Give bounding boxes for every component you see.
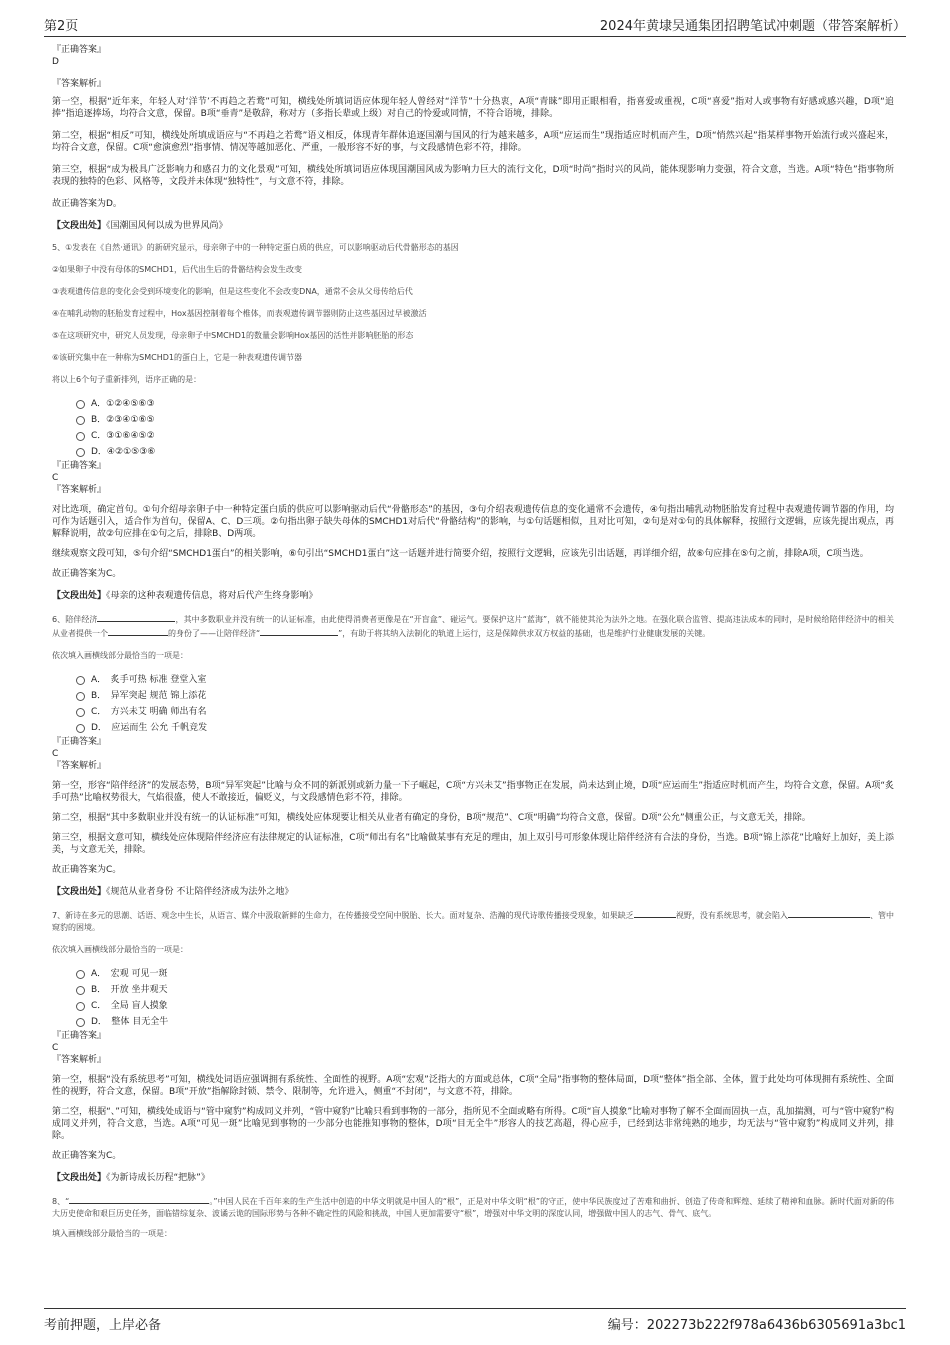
analysis-paragraph: 第一空，根据“近年来，年轻人对‘洋节’不再趋之若鹜”可知，横线处所填词语应体现年轻人曾经对“洋节”十分热衷，A项“青睐”即用正眼相看，指喜爱或重视，C项“喜爱”指对人或事物有好感或感兴趣，D项“追捧”指追逐捧场，均符合文意，保留。B项“垂青”是敬辞，称对方（多指长辈或上级）对自己的怜爱或同情，不符合语境，排除。 (52, 97, 894, 119)
answer-value: C (52, 473, 59, 483)
question-stem: 7、新诗在多元的思潮、话语、观念中生长，从语言、媒介中汲取新鲜的生命力，在传播接受空间中脱胎、长大。面对复杂、浩瀚的现代诗歌传播接受现象，如果缺乏 视野，没有系统思考，就会陷入 、管中窥豹的困境。 (52, 908, 894, 934)
page-number: 第2页 (44, 19, 79, 34)
analysis-label: 『答案解析』 (52, 1055, 107, 1065)
analysis-paragraph: 第一空，形容“陪伴经济”的发展态势，B项“异军突起”比喻与众不同的新派别或新力量一下子崛起，C项“方兴未艾”指事物正在发展，尚未达到止境，D项“应运而生”指适应时机而产生，均符合文意，保留。A项“炙手可热”比喻权势很大，气焰很盛，使人不敢接近，偏贬义，与文段感情色彩不符，排除。 (52, 781, 894, 803)
page-header (44, 10, 906, 37)
option-label: B． 异军突起 规范 锦上添花 (91, 691, 207, 701)
analysis-paragraph: 第二空，根据“相反”可知，横线处所填成语应与“不再趋之若鹜”语义相反，体现青年群体追逐国潮与国风的行为越来越多，A项“应运而生”现指适应时机而产生，D项“悄然兴起”指某样事物开始流行或兴盛起来，均符合文意，保留。C项“愈演愈烈”指事情、情况等越加恶化、严重，一般形容不好的事，与文段感情色彩不符，排除。 (52, 131, 894, 153)
radio-button[interactable] (76, 448, 85, 457)
option-label: A．①②④⑤⑥③ (91, 399, 155, 409)
conclusion: 故正确答案为D。 (52, 199, 122, 209)
option-a[interactable] (76, 396, 894, 412)
radio-button[interactable] (76, 692, 85, 701)
question-prompt: 填入画横线部分最恰当的一项是： (52, 1229, 172, 1238)
option-label: C． 方兴未艾 明确 师出有名 (91, 707, 207, 717)
conclusion: 故正确答案为C。 (52, 569, 122, 579)
radio-button[interactable] (76, 676, 85, 685)
option-a[interactable] (76, 672, 894, 688)
source-label: 【文段出处】 (52, 591, 107, 601)
page-footer (44, 1308, 906, 1337)
question-stem: 6、陪伴经济 ，其中多数职业并没有统一的认证标准，由此使得消费者更像是在“开盲盒”、碰运气。要保护这片“蓝海”，就不能使其沦为法外之地。在强化联合监管、提高违法成本的同时，是时候给陪伴经济中的相关从业者提供一个 的身份了——让陪伴经济“ ”，有助于将其纳入法制化的轨道上运行，这是保障供求双方权益的基础，也是维护行业健康发展的关键。 (52, 612, 894, 640)
sentence: ④在哺乳动物的胚胎发育过程中，Hox基因控制着每个椎体，而表观遗传调节器则防止这些基因过早被激活 (52, 309, 427, 318)
source-label: 【文段出处】 (52, 1173, 107, 1183)
radio-button[interactable] (76, 986, 85, 995)
option-c[interactable] (76, 704, 894, 720)
source-line (52, 886, 894, 898)
option-d[interactable] (76, 720, 894, 736)
analysis-paragraph: 第一空，根据“没有系统思考”可知，横线处词语应强调拥有系统性、全面性的视野。A项“宏观”泛指大的方面或总体，C项“全局”指事物的整体局面，D项“整体”指全部、全体，置于此处均可体现拥有系统性、全面性的视野，符合文意，保留。B项“开放”指解除封锁、禁令、限制等，允许进入，侧重“不封闭”，与文意不符，排除。 (52, 1075, 894, 1097)
analysis-label: 『答案解析』 (52, 79, 107, 89)
source-title: 《国潮国风何以成为世界风尚》 (106, 221, 228, 231)
answer-label: 『正确答案』 (52, 45, 107, 55)
option-label: D． 整体 目无全牛 (91, 1017, 169, 1027)
source-title: 《规范从业者身份 不让陪伴经济成为法外之地》 (106, 887, 294, 897)
option-label: C． 全局 盲人摸象 (91, 1001, 168, 1011)
option-label: D．④②①⑤③⑥ (91, 447, 156, 457)
question-stem: 5、①发表在《自然·通讯》的新研究显示，母亲卵子中的一种特定蛋白质的供应，可以影响驱动后代骨骼形态的基因 (52, 243, 459, 252)
fill-blank (634, 908, 676, 918)
sentence: ②如果卵子中没有母体的SMCHD1，后代出生后的骨骼结构会发生改变 (52, 265, 303, 274)
fill-blank (69, 1194, 209, 1204)
option-b[interactable] (76, 412, 894, 428)
question-prompt: 依次填入画横线部分最恰当的一项是： (52, 945, 188, 954)
source-label: 【文段出处】 (52, 221, 107, 231)
radio-button[interactable] (76, 1018, 85, 1027)
source-title: 《母亲的这种表观遗传信息，将对后代产生终身影响》 (106, 591, 318, 601)
sentence: ⑤在这项研究中，研究人员发现，母亲卵子中SMCHD1的数量会影响Hox基因的活性并影响胚胎的形态 (52, 331, 414, 340)
answer-label: 『正确答案』 (52, 737, 107, 747)
option-b[interactable] (76, 688, 894, 704)
analysis-paragraph: 对比选项，确定首句。①句介绍母亲卵子中一种特定蛋白质的供应可以影响驱动后代“骨骼形态”的基因，③句介绍表观遗传信息的变化通常不会遗传，④句指出哺乳动物胚胎发育过程中表观遗传调节器的作用，均可作为话题引入，适合作为首句，保留A、C、D三项。②句指出卵子缺失母体的SMCHD1对后代“骨骼结构”的影响，与①句话题相似，且对比可知，②句是对①句的具体解释，按照行文逻辑，应该先提出观点，再解释说明，故②句应排在①句之后，排除B、D两项。 (52, 505, 894, 539)
fill-blank (108, 626, 168, 636)
option-label: C．③①⑥④⑤② (91, 431, 155, 441)
analysis-paragraph: 继续观察文段可知，⑤句介绍“SMCHD1蛋白”的相关影响，⑥句引出“SMCHD1蛋白”这一话题并进行简要介绍，按照行文逻辑，应该先引出话题，再详细介绍，故⑥句应排在⑤句之前，排除A项，C项当选。 (52, 549, 869, 559)
answer-value: C (52, 749, 59, 759)
sentence: ⑥该研究集中在一种称为SMCHD1的蛋白上，它是一种表观遗传调节器 (52, 353, 303, 362)
radio-button[interactable] (76, 400, 85, 409)
analysis-label: 『答案解析』 (52, 761, 107, 771)
analysis-label: 『答案解析』 (52, 485, 107, 495)
analysis-paragraph: 第三空，根据“成为极具广泛影响力和感召力的文化景观”可知，横线处所填词语应体现国潮国风成为影响力巨大的流行文化，D项“时尚”指时兴的风尚，能体现影响力变强，符合文意，当选。A项“特色”指事物所表现的独特的色彩、风格等，文段并未体现“独特性”，与文意不符，排除。 (52, 165, 894, 187)
question-prompt: 将以上6个句子重新排列，语序正确的是： (52, 375, 202, 384)
conclusion: 故正确答案为C。 (52, 865, 122, 875)
option-c[interactable] (76, 998, 894, 1014)
source-line (52, 220, 894, 232)
source-line (52, 1172, 894, 1184)
option-label: B．②③④①⑥⑤ (91, 415, 155, 425)
radio-button[interactable] (76, 724, 85, 733)
source-label: 【文段出处】 (52, 887, 107, 897)
sentence: ③表观遗传信息的变化会受到环境变化的影响，但是这些变化不会改变DNA，通常不会从父母传给后代 (52, 287, 413, 296)
question-stem: 8、“ 。”中国人民在千百年来的生产生活中创造的中华文明就是中国人的“根”，正是对中华文明“根”的守正，使中华民族度过了苦难和曲折、创造了传奇和辉煌、延续了精神和血脉。新时代面对新的伟大历史使命和艰巨历史任务，面临错综复杂、波谲云诡的国际形势与各种不确定性的风险和挑战，中国人更加需要守“根”，增强对中华文明的深度认同，增强做中国人的志气、骨气、底气。 (52, 1194, 894, 1220)
answer-value: C (52, 1043, 59, 1053)
fill-blank (788, 908, 870, 918)
document-id: 编号：202273b222f978a6436b6305691a3bc1 (607, 1317, 906, 1333)
option-b[interactable] (76, 982, 894, 998)
fill-blank (260, 626, 338, 636)
radio-button[interactable] (76, 416, 85, 425)
option-c[interactable] (76, 428, 894, 444)
option-d[interactable] (76, 444, 894, 460)
source-line (52, 590, 894, 602)
page-content (52, 44, 894, 1240)
answer-label: 『正确答案』 (52, 1031, 107, 1041)
answer-value: D (52, 57, 59, 67)
radio-button[interactable] (76, 708, 85, 717)
option-label: D． 应运而生 公允 千帆竞发 (91, 723, 208, 733)
radio-button[interactable] (76, 432, 85, 441)
option-d[interactable] (76, 1014, 894, 1030)
analysis-paragraph: 第三空，根据文意可知，横线处应体现陪伴经济应有法律规定的认证标准，C项“师出有名”比喻做某事有充足的理由，加上双引号可形象体现让陪伴经济有合法的身份，当选。B项“锦上添花”比喻好上加好，美上添美，与文意无关，排除。 (52, 833, 894, 855)
footer-slogan: 考前押题，上岸必备 (44, 1317, 162, 1333)
analysis-paragraph: 第二空，根据“、”可知，横线处成语与“管中窥豹”构成同义并列，“管中窥豹”比喻只看到事物的一部分，指所见不全面或略有所得。C项“盲人摸象”比喻对事物了解不全面而固执一点，乱加揣测，可与“管中窥豹”构成同义并列，符合文意，当选。A项“可见一斑”比喻见到事物的一少部分也能推知事物的整体，D项“目无全牛”形容人的技艺高超，得心应手，已经到达非常纯熟的地步，均无法与“管中窥豹”构成同义并列，排除。 (52, 1107, 894, 1141)
conclusion: 故正确答案为C。 (52, 1151, 122, 1161)
analysis-paragraph: 第二空，根据“其中多数职业并没有统一的认证标准”可知，横线处应体现要让相关从业者有确定的身份，B项“规范”、C项“明确”均符合文意，保留。D项“公允”侧重公正，与文意无关，排除。 (52, 813, 811, 823)
option-label: A． 宏观 可见一斑 (91, 969, 168, 979)
source-title: 《为新诗成长历程“把脉”》 (106, 1173, 210, 1183)
option-label: B． 开放 坐井观天 (91, 985, 168, 995)
radio-button[interactable] (76, 1002, 85, 1011)
question-prompt: 依次填入画横线部分最恰当的一项是： (52, 651, 188, 660)
option-a[interactable] (76, 966, 894, 982)
answer-label: 『正确答案』 (52, 461, 107, 471)
radio-button[interactable] (76, 970, 85, 979)
document-title: 2024年黄埭吴通集团招聘笔试冲刺题（带答案解析） (599, 19, 906, 34)
fill-blank (97, 612, 175, 622)
option-label: A． 炙手可热 标准 登堂入室 (91, 675, 207, 685)
